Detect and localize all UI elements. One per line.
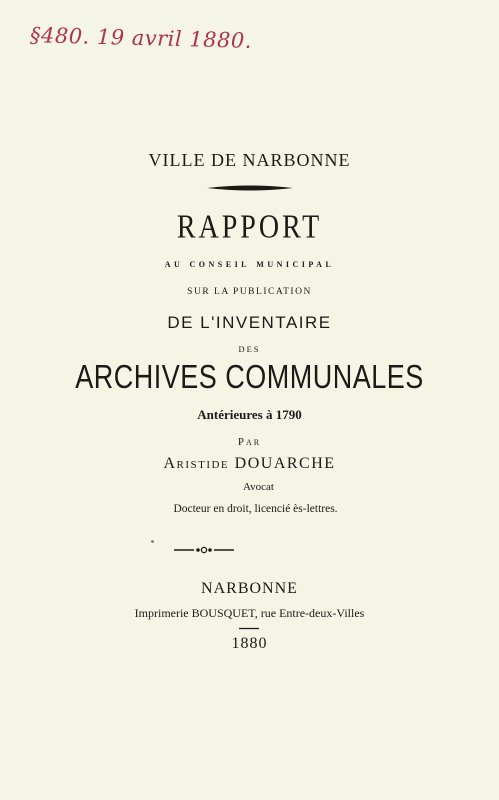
short-rule-icon [239, 627, 259, 630]
publisher-city: NARBONNE [201, 580, 298, 597]
par-line: Par [237, 436, 262, 448]
des-line: DES [238, 344, 261, 354]
ornament-rule-middle-icon [172, 545, 236, 555]
inventaire-line: DE L'INVENTAIRE [167, 313, 332, 332]
city-heading: VILLE DE NARBONNE [148, 150, 351, 170]
ornament-rule-top-icon [205, 184, 295, 192]
publication-line: SUR LA PUBLICATION [187, 287, 312, 297]
printer-line: Imprimerie BOUSQUET, rue Entre-deux-Villes [134, 606, 365, 620]
ink-speck [151, 540, 154, 543]
report-subtitle: au conseil municipal [164, 258, 335, 270]
handwritten-annotation: §480. 19 avril 1880. [29, 23, 253, 53]
author-role: Avocat [243, 481, 274, 493]
author-name: Aristide DOUARCHE [163, 455, 336, 472]
author-degree: Docteur en droit, licencié ès-lettres. [173, 503, 338, 515]
archives-title: ARCHIVES COMMUNALES [75, 358, 424, 396]
report-title: RAPPORT [176, 208, 323, 246]
publication-year: 1880 [231, 635, 268, 652]
anterieures-line: Antérieures à 1790 [197, 407, 302, 422]
